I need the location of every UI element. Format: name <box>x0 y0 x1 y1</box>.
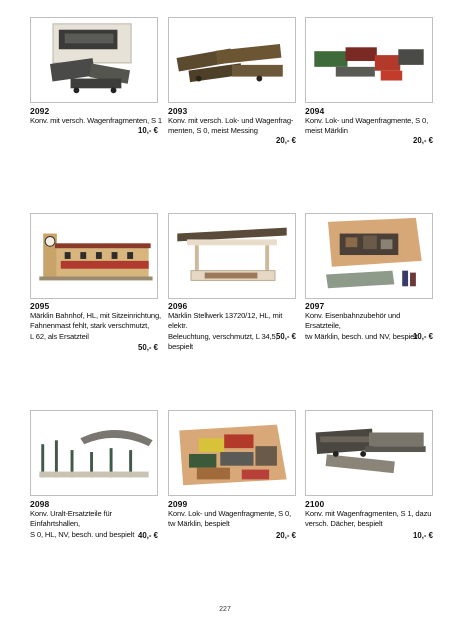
lot-description: Konv. mit versch. Wagenfragmenten, S 1 <box>30 116 162 125</box>
wagon-roofs-image <box>306 411 432 495</box>
lot-photo[interactable] <box>168 410 296 496</box>
lot-description: Konv. mit Wagenfragmenten, S 1, dazu versch. Dächer, bespielt <box>305 509 432 529</box>
lot-description: Konv. Uralt-Ersatzteile für Einfahrtshallen, S 0, HL, NV, besch. und bespielt <box>30 509 135 539</box>
lot-photo[interactable] <box>305 17 433 103</box>
marklin-wagons-image <box>306 18 432 102</box>
lot-number: 2092 <box>30 106 50 116</box>
lot-number: 2094 <box>305 106 325 116</box>
lot-description: Konv. Lok- und Wagenfragmente, S 0, meist Märklin <box>305 116 429 136</box>
station-building-image <box>31 214 157 298</box>
station-hall-parts-image <box>31 411 157 495</box>
lot-description: Konv. Lok- und Wagenfragmente, S 0, tw Märklin, bespielt <box>168 509 292 529</box>
accessories-box-image <box>306 214 432 298</box>
lot-photo[interactable] <box>305 410 433 496</box>
lot-number: 2093 <box>168 106 188 116</box>
lot-number: 2097 <box>305 301 325 311</box>
lot-photo[interactable] <box>30 17 158 103</box>
lot-price: 50,- € <box>276 332 296 341</box>
lot-photo[interactable] <box>168 213 296 299</box>
lot-description: Konv. Eisenbahnzubehör und Ersatzteile, tw Märklin, besch. und NV, bespielt <box>305 311 418 341</box>
lot-description: Märklin Stellwerk 13720/12, HL, mit elektr. Beleuchtung, verschmutzt, L 34,5, bespielt <box>168 311 283 352</box>
lot-number: 2096 <box>168 301 188 311</box>
lot-photo[interactable] <box>168 17 296 103</box>
signal-box-image <box>169 214 295 298</box>
colored-wagons-image <box>169 411 295 495</box>
lot-price: 20,- € <box>413 136 433 145</box>
lot-number: 2099 <box>168 499 188 509</box>
wagon-fragments-image <box>31 18 157 102</box>
locomotive-fragments-image <box>169 18 295 102</box>
lot-description: Märklin Bahnhof, HL, mit Sitzeinrichtung, Fahnenmast fehlt, stark verschmutzt, L 62, als Ersatzteil <box>30 311 162 341</box>
lot-price: 10,- € <box>138 126 158 135</box>
lot-price: 20,- € <box>276 136 296 145</box>
lot-photo[interactable] <box>30 213 158 299</box>
lot-description: Konv. mit versch. Lok- und Wagenfrag- menten, S 0, meist Messing <box>168 116 294 136</box>
lot-price: 10,- € <box>413 531 433 540</box>
lot-number: 2095 <box>30 301 50 311</box>
lot-price: 40,- € <box>138 531 158 540</box>
lot-photo[interactable] <box>30 410 158 496</box>
page-number: 227 <box>219 606 231 613</box>
lot-price: 50,- € <box>138 343 158 352</box>
lot-price: 20,- € <box>276 531 296 540</box>
lot-price: 10,- € <box>413 332 433 341</box>
lot-photo[interactable] <box>305 213 433 299</box>
lot-number: 2100 <box>305 499 325 509</box>
lot-number: 2098 <box>30 499 50 509</box>
